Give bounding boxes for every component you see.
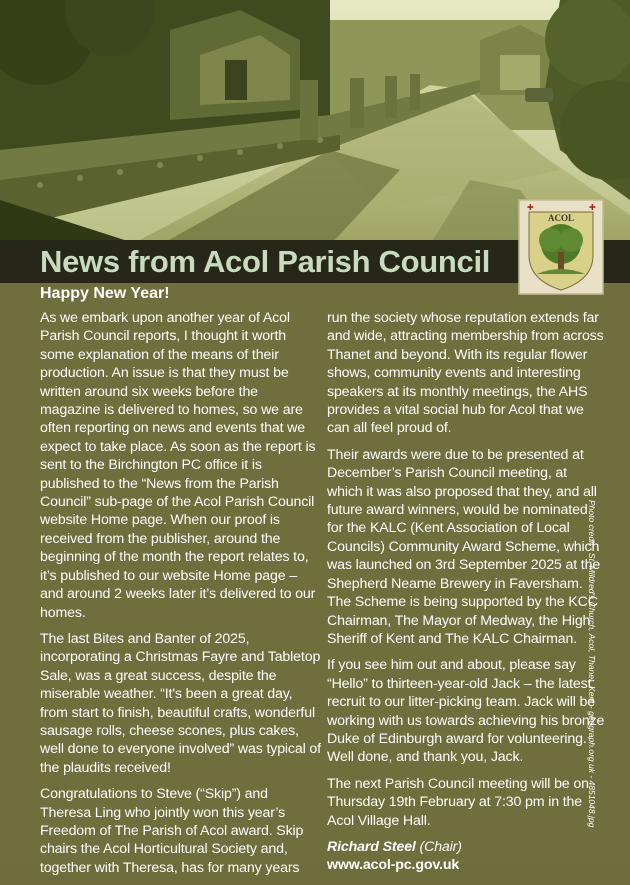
page-title: News from Acol Parish Council <box>40 244 491 279</box>
photo-credit-text: Photo credit - St. Mildred's Church, Acol, Thanet, Kent - geograph.org.uk - 4851048.jpg <box>587 500 597 828</box>
svg-text:ACOL: ACOL <box>547 213 575 223</box>
paragraph-kalc-awards: Their awards were due to be presented at December’s Parish Council meeting, at which it was also proposed that they, and all future award winners, would be nominated for the KALC (Kent Association of Local Councils) Community Award Scheme, which was launched on 3rd September 2025 at the Shepherd Neame Brewery in Faversham. The Scheme is being supported by the KCC Chairman, The Mayor of Medway, the High Sheriff of Kent and The KALC Chairman. <box>327 446 601 647</box>
signature-name: Richard Steel <box>327 838 416 855</box>
signature <box>327 838 605 856</box>
svg-text:✚: ✚ <box>589 203 596 212</box>
website-link[interactable]: www.acol-pc.gov.uk <box>327 857 460 874</box>
paragraph-next-meeting: The next Parish Council meeting will be on Thursday 19th February at 7:30 pm in the Acol Village Hall. <box>327 775 589 829</box>
paragraph-report-production: As we embark upon another year of Acol Parish Council reports, I thought it worth some explanation of the means of their production. An issue is that they must be written around six weeks before the magazine is delivered to homes, so we are often reporting on news and events that we expect to take place. As soon as the report is sent to the Birchington PC office it is published to the “News from the Parish Council” sub-page of the Acol Parish Council website Home page. When our proof is received from the publisher, around the beginning of the month the report relates to, it’s published to our website Home page – and around 2 weeks later it’s delivered to our homes. <box>40 310 316 621</box>
photo-credit <box>587 500 597 835</box>
svg-text:✚: ✚ <box>527 203 534 212</box>
paragraph-litter-picking: If you see him out and about, please say “Hello” to thirteen-year-old Jack – the latest recruit to our litter-picking team. Jack will be working with us towards achieving his bronze Duke of Edinburgh award for volunteering. Well done, and thank you, Jack. <box>327 657 605 766</box>
page-subtitle: Happy New Year! <box>40 285 170 302</box>
acol-crest-logo <box>519 200 603 294</box>
paragraph-freedom-award: Congratulations to Steve (“Skip”) and Theresa Ling who jointly won this year’s Freedom of The Parish of Acol award. Skip chairs the Acol Horticultural Society and, together with Theresa, has for many years <box>40 786 304 876</box>
article-column-right <box>327 309 605 875</box>
paragraph-bites-and-banter: The last Bites and Banter of 2025, incorporating a Christmas Fayre and Tabletop Sale, was a great success, despite the miserable weather. “It's been a great day, from start to finish, beautiful crafts, wonderful sausage rolls, cheese scones, plus cakes, well done to everyone involved” was typical of the plaudits received! <box>40 630 321 776</box>
paragraph-horticultural-society: run the society whose reputation extends far and wide, attracting membership from across Thanet and beyond. With its regular flower shows, community events and interesting speakers at its monthly meetings, the AHS provides a vital social hub for Acol that we can all feel proud of. <box>327 310 604 437</box>
signature-role: (Chair) <box>415 838 462 855</box>
article-column-left <box>40 309 322 885</box>
